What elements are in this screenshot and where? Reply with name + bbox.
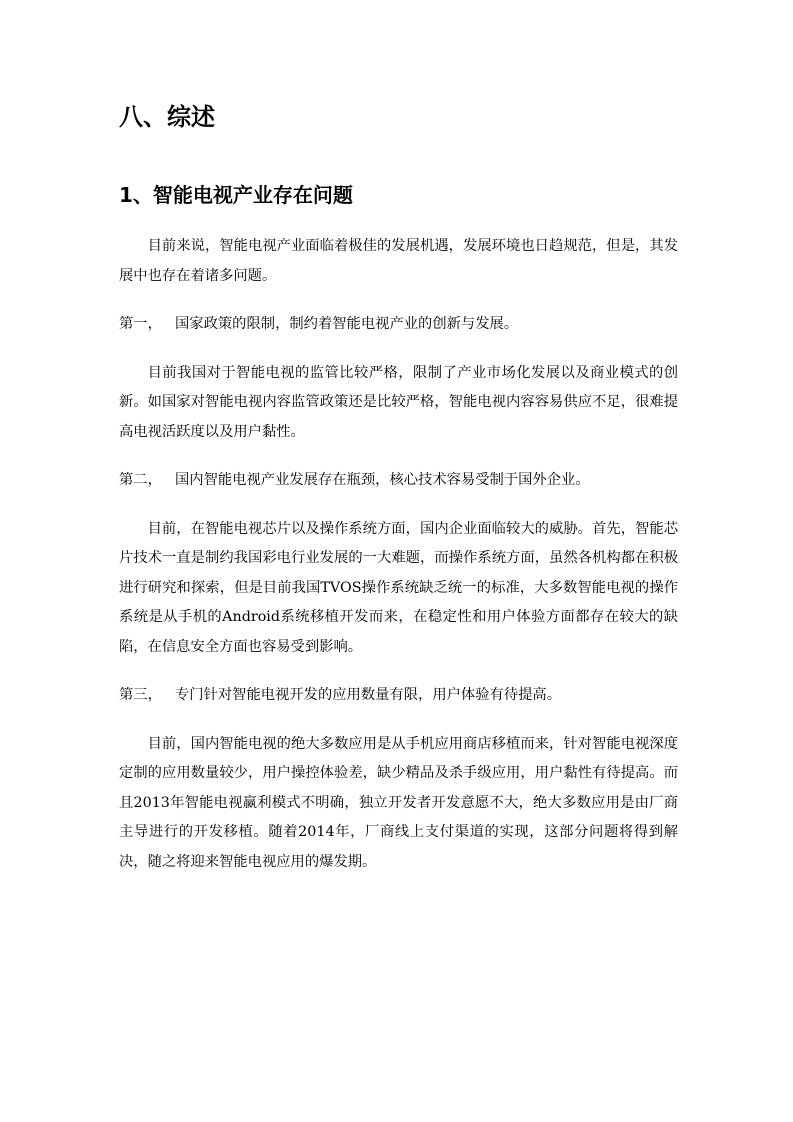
point-body-3: 目前，国内智能电视的绝大多数应用是从手机应用商店移植而来，针对智能电视深度定制的应用数量较少，用户操控体验差，缺少精品及杀手级应用，用户黏性有待提高。而且2013年智能电视赢利模式不明确，独立开发者开发意愿不大，绝大多数应用是由厂商主导进行的开发移植。随着2014年，厂商线上支付渠道的实现，这部分问题将得到解决，随之将迎来智能电视应用的爆发期。 bbox=[119, 735, 678, 870]
section-heading: 八、综述 bbox=[119, 103, 215, 131]
subsection-heading: 1、智能电视产业存在问题 bbox=[119, 183, 353, 207]
point-heading-3 bbox=[119, 681, 678, 711]
intro-paragraph: 目前来说，智能电视产业面临着极佳的发展机遇，发展环境也日趋规范，但是，其发展中也存在着诸多问题。 bbox=[119, 238, 678, 284]
point-number: 第一， bbox=[119, 316, 162, 332]
point-body-1: 目前我国对于智能电视的监管比较严格，限制了产业市场化发展以及商业模式的创新。如国家对智能电视内容监管政策还是比较严格，智能电视内容容易供应不足，很难提高电视活跃度以及用户黏性。 bbox=[119, 364, 678, 440]
point-number: 第三， bbox=[119, 687, 162, 703]
point-title: 国内智能电视产业发展存在瓶颈，核心技术容易受制于国外企业。 bbox=[175, 472, 590, 488]
point-number: 第二， bbox=[119, 472, 162, 488]
point-body-2: 目前，在智能电视芯片以及操作系统方面，国内企业面临较大的威胁。首先，智能芯片技术一直是制约我国彩电行业发展的一大难题，而操作系统方面，虽然各机构都在积极进行研究和探索，但是目前我国TVOS操作系统缺乏统一的标准，大多数智能电视的操作系统是从手机的Android系统移植开发而来，在稳定性和用户体验方面都存在较大的缺陷，在信息安全方面也容易受到影响。 bbox=[119, 520, 678, 655]
point-title: 国家政策的限制，制约着智能电视产业的创新与发展。 bbox=[175, 316, 519, 332]
point-heading-1 bbox=[119, 310, 678, 340]
point-title: 专门针对智能电视开发的应用数量有限，用户体验有待提高。 bbox=[175, 687, 562, 703]
point-heading-2 bbox=[119, 466, 678, 496]
document-content bbox=[119, 96, 678, 877]
